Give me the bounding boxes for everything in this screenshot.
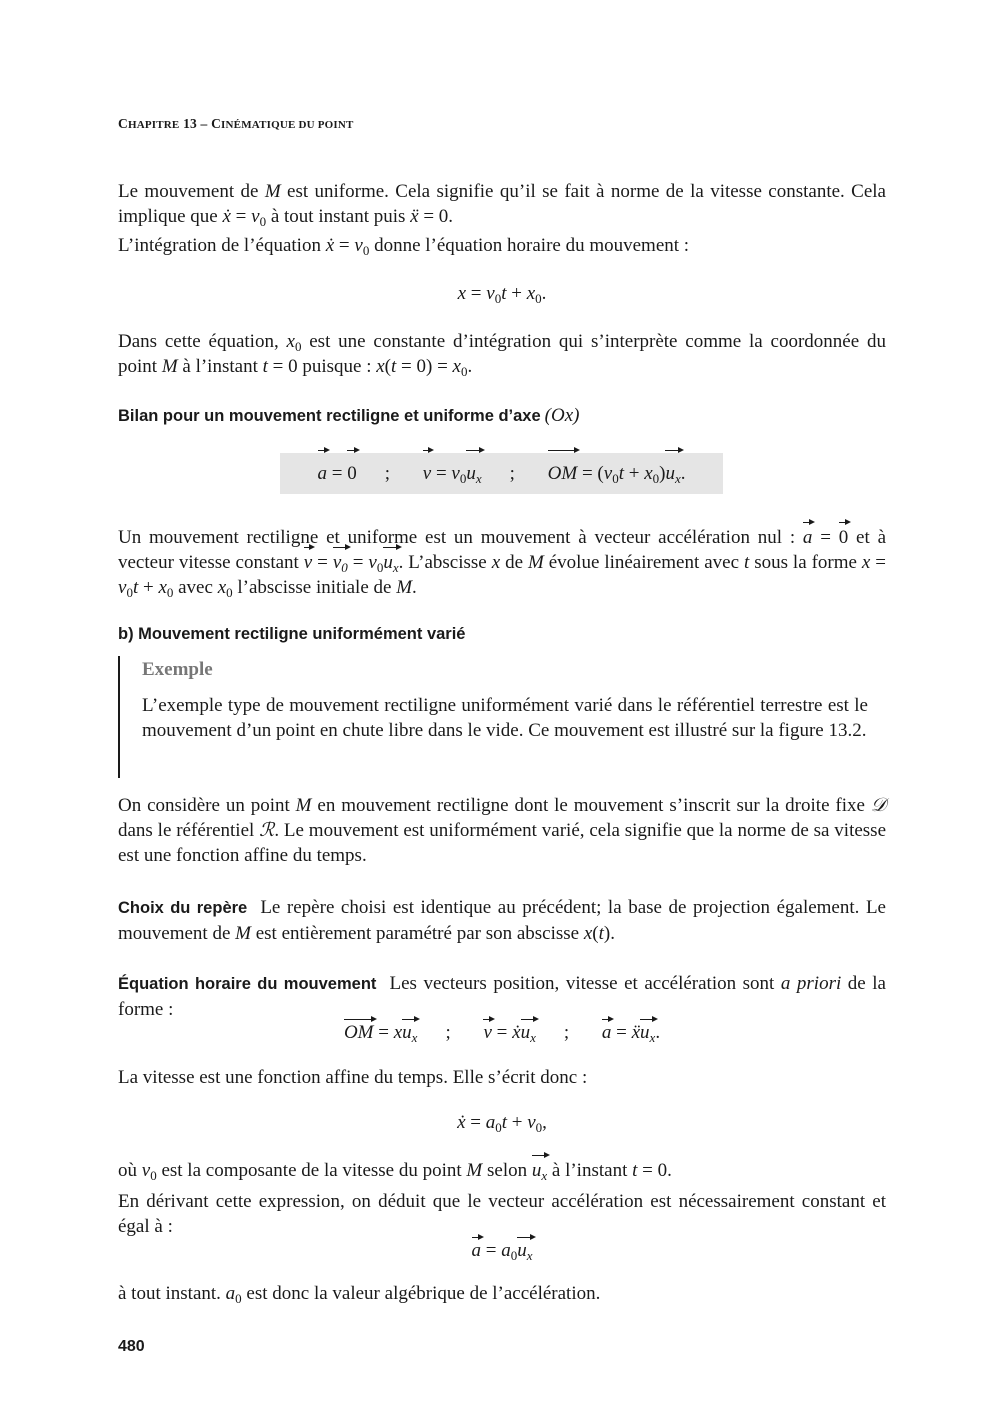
paragraph-varie: On considère un point M en mouvement rectiligne dont le mouvement s’inscrit sur la droite fixe 𝒟 dans le référentiel ℛ. Le mouvement est uniformément varié, cela signifie que la norme de sa vitesse est une fonction affine du temps.	[118, 795, 887, 866]
running-header: CHAPITRE 13 – CINÉMATIQUE DU POINT	[118, 116, 354, 131]
bilan-heading: Bilan pour un mouvement rectiligne et uniforme d’axe (Ox)	[118, 405, 580, 426]
equation-vectors: OM = $xu_x$ ; v = ẋu$_x$ ; a = ẍu$_x$.	[343, 1022, 661, 1045]
equation-vitesse: ẋ = $a_0t + v_0$,	[457, 1112, 547, 1135]
page-number: 480	[118, 1338, 145, 1355]
equation-acceleration: $a = a_0u_x$	[471, 1240, 533, 1263]
example-title: Exemple	[142, 659, 213, 680]
paragraph-uniform: Le mouvement de M est uniforme. Cela signifie qu’il se fait à norme de la vitesse constante. Cela implique que ẋ = $v_0$ à tout instant puis ẍ = 0.	[118, 181, 886, 229]
section-b-heading: b) Mouvement rectiligne uniformément varié	[118, 625, 466, 643]
paragraph-constant: Dans cette équation, $x_0$ est une constante d’intégration qui s’interprète comme la coordonnée du point M à l’instant t = 0 puisque : $x(t = 0) = x_0$.	[118, 331, 886, 379]
equation-horaire-1: $x = v_0t + x_0$.	[457, 283, 547, 306]
paragraph-equation-horaire: Équation horaire du mouvement Les vecteurs position, vitesse et accélération sont a priori de la forme :	[118, 973, 886, 1020]
paragraph-summary: Un mouvement rectiligne et uniforme est un mouvement à vecteur accélération nul : a = 0 et à vecteur vitesse constant $v = v_0 = v_0u_x$. L’abscisse x de M évolue linéairement avec t sous la forme $x = v_0t + x_0$ avec $x_0$ l’abscisse initiale de M.	[118, 527, 887, 600]
example-block	[118, 656, 888, 778]
paragraph-choix-repere: Choix du repère Le repère choisi est identique au précédent; la base de projection également. Le mouvement de M est entièrement paramétré par son abscisse x(t).	[118, 897, 886, 944]
paragraph-v0: où $v_0$ est la composante de la vitesse du point M selon $u_x$ à l’instant t = 0.	[118, 1160, 672, 1183]
paragraph-a0: à tout instant. $a_0$ est donc la valeur algébrique de l’accélération.	[118, 1283, 601, 1306]
example-body: L’exemple type de mouvement rectiligne uniformément varié dans le référentiel terrestre est le mouvement d’un point en chute libre dans le vide. Ce mouvement est illustré sur la figure 13.2.	[142, 695, 868, 741]
paragraph-integration: L’intégration de l’équation ẋ = $v_0$ donne l’équation horaire du mouvement :	[118, 235, 690, 258]
bilan-box: a = 0 ; $v = v_0u_x$ ; OM = $(v_0t + x_0)u_x$.	[280, 453, 723, 494]
paragraph-affine: La vitesse est une fonction affine du temps. Elle s’écrit donc :	[118, 1067, 588, 1088]
paragraph-derivation: En dérivant cette expression, on déduit que le vecteur accélération est nécessairement constant et égal à :	[118, 1191, 886, 1237]
